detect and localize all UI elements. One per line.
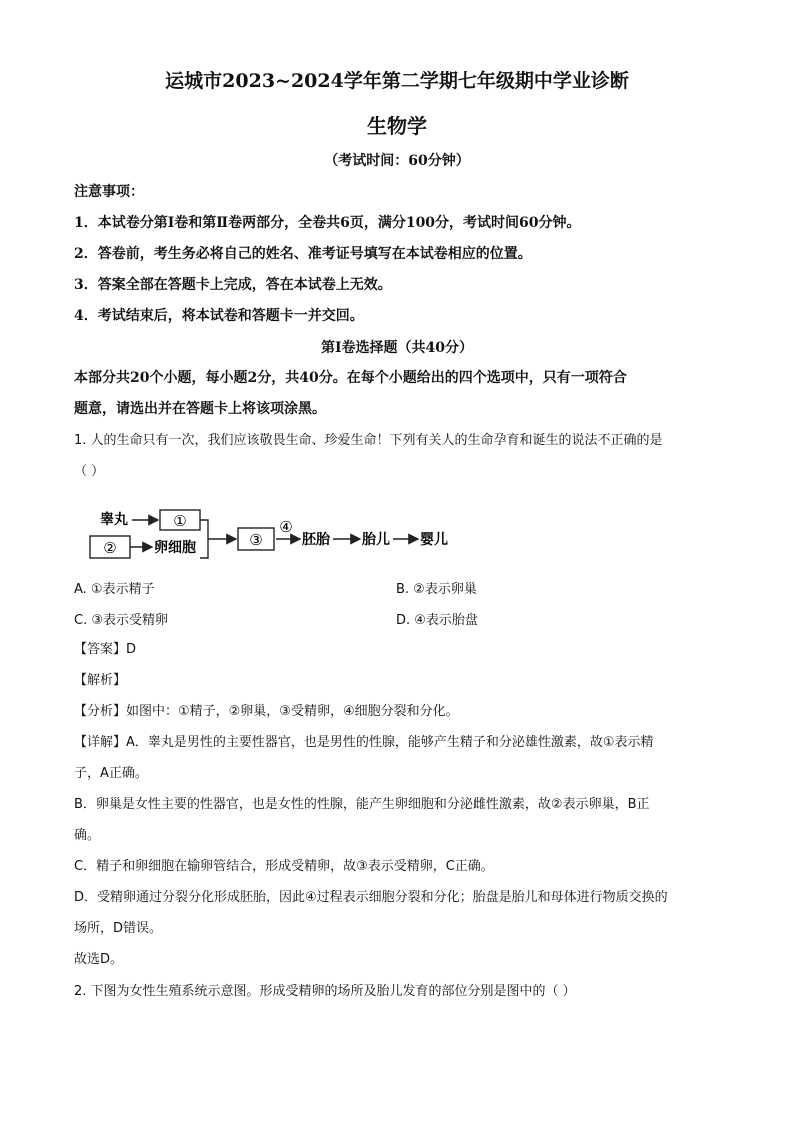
- baby-label: 婴儿: [420, 532, 448, 548]
- q1-detail-a-1: 【详解】A．睾丸是男性的主要性器官，也是男性的性腺，能够产生精子和分泌雄性激素，故①表示精: [74, 735, 654, 750]
- subject-title: 生物学: [367, 114, 427, 138]
- box-2-label: ②: [103, 539, 117, 557]
- reproduction-flow-diagram: [88, 508, 468, 570]
- note-item-2: 2．答卷前，考生务必将自己的姓名、准考证号填写在本试卷相应的位置。: [74, 246, 532, 262]
- testis-label: 睾丸: [100, 512, 128, 528]
- note-item-1: 1．本试卷分第Ⅰ卷和第Ⅱ卷两部分，全卷共6页，满分100分，考试时间60分钟。: [74, 215, 581, 231]
- q1-conclusion: 故选D。: [74, 952, 124, 967]
- egg-label: 卵细胞: [154, 540, 196, 556]
- q1-stem-1: 1. 人的生命只有一次，我们应该敬畏生命、珍爱生命！下列有关人的生命孕育和诞生的说法不正确的是: [74, 433, 663, 448]
- q1-fenxi: 【分析】如图中：①精子，②卵巢，③受精卵，④细胞分裂和分化。: [74, 704, 459, 719]
- q1-analysis-label: 【解析】: [74, 673, 127, 688]
- q1-detail-d-1: D．受精卵通过分裂分化形成胚胎，因此④过程表示细胞分裂和分化；胎盘是胎儿和母体进行物质交换的: [74, 890, 668, 905]
- q1-stem-2: （ ）: [74, 464, 105, 479]
- q1-option-b: B. ②表示卵巢: [396, 582, 477, 597]
- section-title: 第Ⅰ卷选择题（共40分）: [320, 340, 474, 356]
- box-3-label: ③: [249, 531, 263, 549]
- notes-heading: 注意事项：: [74, 184, 144, 200]
- section-intro-2: 题意，请选出并在答题卡上将该项涂黑。: [74, 401, 326, 417]
- q1-detail-a-2: 子，A正确。: [74, 766, 148, 781]
- q1-answer: 【答案】D: [74, 642, 137, 657]
- q1-option-c: C. ③表示受精卵: [74, 613, 168, 628]
- exam-time: （考试时间：60分钟）: [324, 153, 470, 169]
- q2-stem: 2. 下图为女性生殖系统示意图。形成受精卵的场所及胎儿发育的部位分别是图中的（ ）: [74, 984, 576, 999]
- q1-detail-b-2: 确。: [74, 828, 101, 843]
- q1-option-d: D. ④表示胎盘: [396, 613, 478, 628]
- fetus-label: 胎儿: [362, 532, 390, 548]
- exam-title: 运城市2023~2024学年第二学期七年级期中学业诊断: [165, 70, 629, 92]
- step-4-label: ④: [279, 518, 293, 536]
- q1-detail-b-1: B．卵巢是女性主要的性器官，也是女性的性腺，能产生卵细胞和分泌雌性激素，故②表示卵巢，B正: [74, 797, 650, 812]
- section-intro-1: 本部分共20个小题，每小题2分，共40分。在每个小题给出的四个选项中，只有一项符合: [74, 370, 627, 386]
- note-item-3: 3．答案全部在答题卡上完成，答在本试卷上无效。: [74, 277, 392, 293]
- note-item-4: 4．考试结束后，将本试卷和答题卡一并交回。: [74, 308, 364, 324]
- bracket: [200, 520, 208, 558]
- q1-detail-d-2: 场所，D错误。: [74, 921, 163, 936]
- q1-option-a: A. ①表示精子: [74, 582, 155, 597]
- box-1-label: ①: [173, 512, 187, 530]
- q1-detail-c: C．精子和卵细胞在输卵管结合，形成受精卵，故③表示受精卵，C正确。: [74, 859, 494, 874]
- embryo-label: 胚胎: [302, 532, 330, 548]
